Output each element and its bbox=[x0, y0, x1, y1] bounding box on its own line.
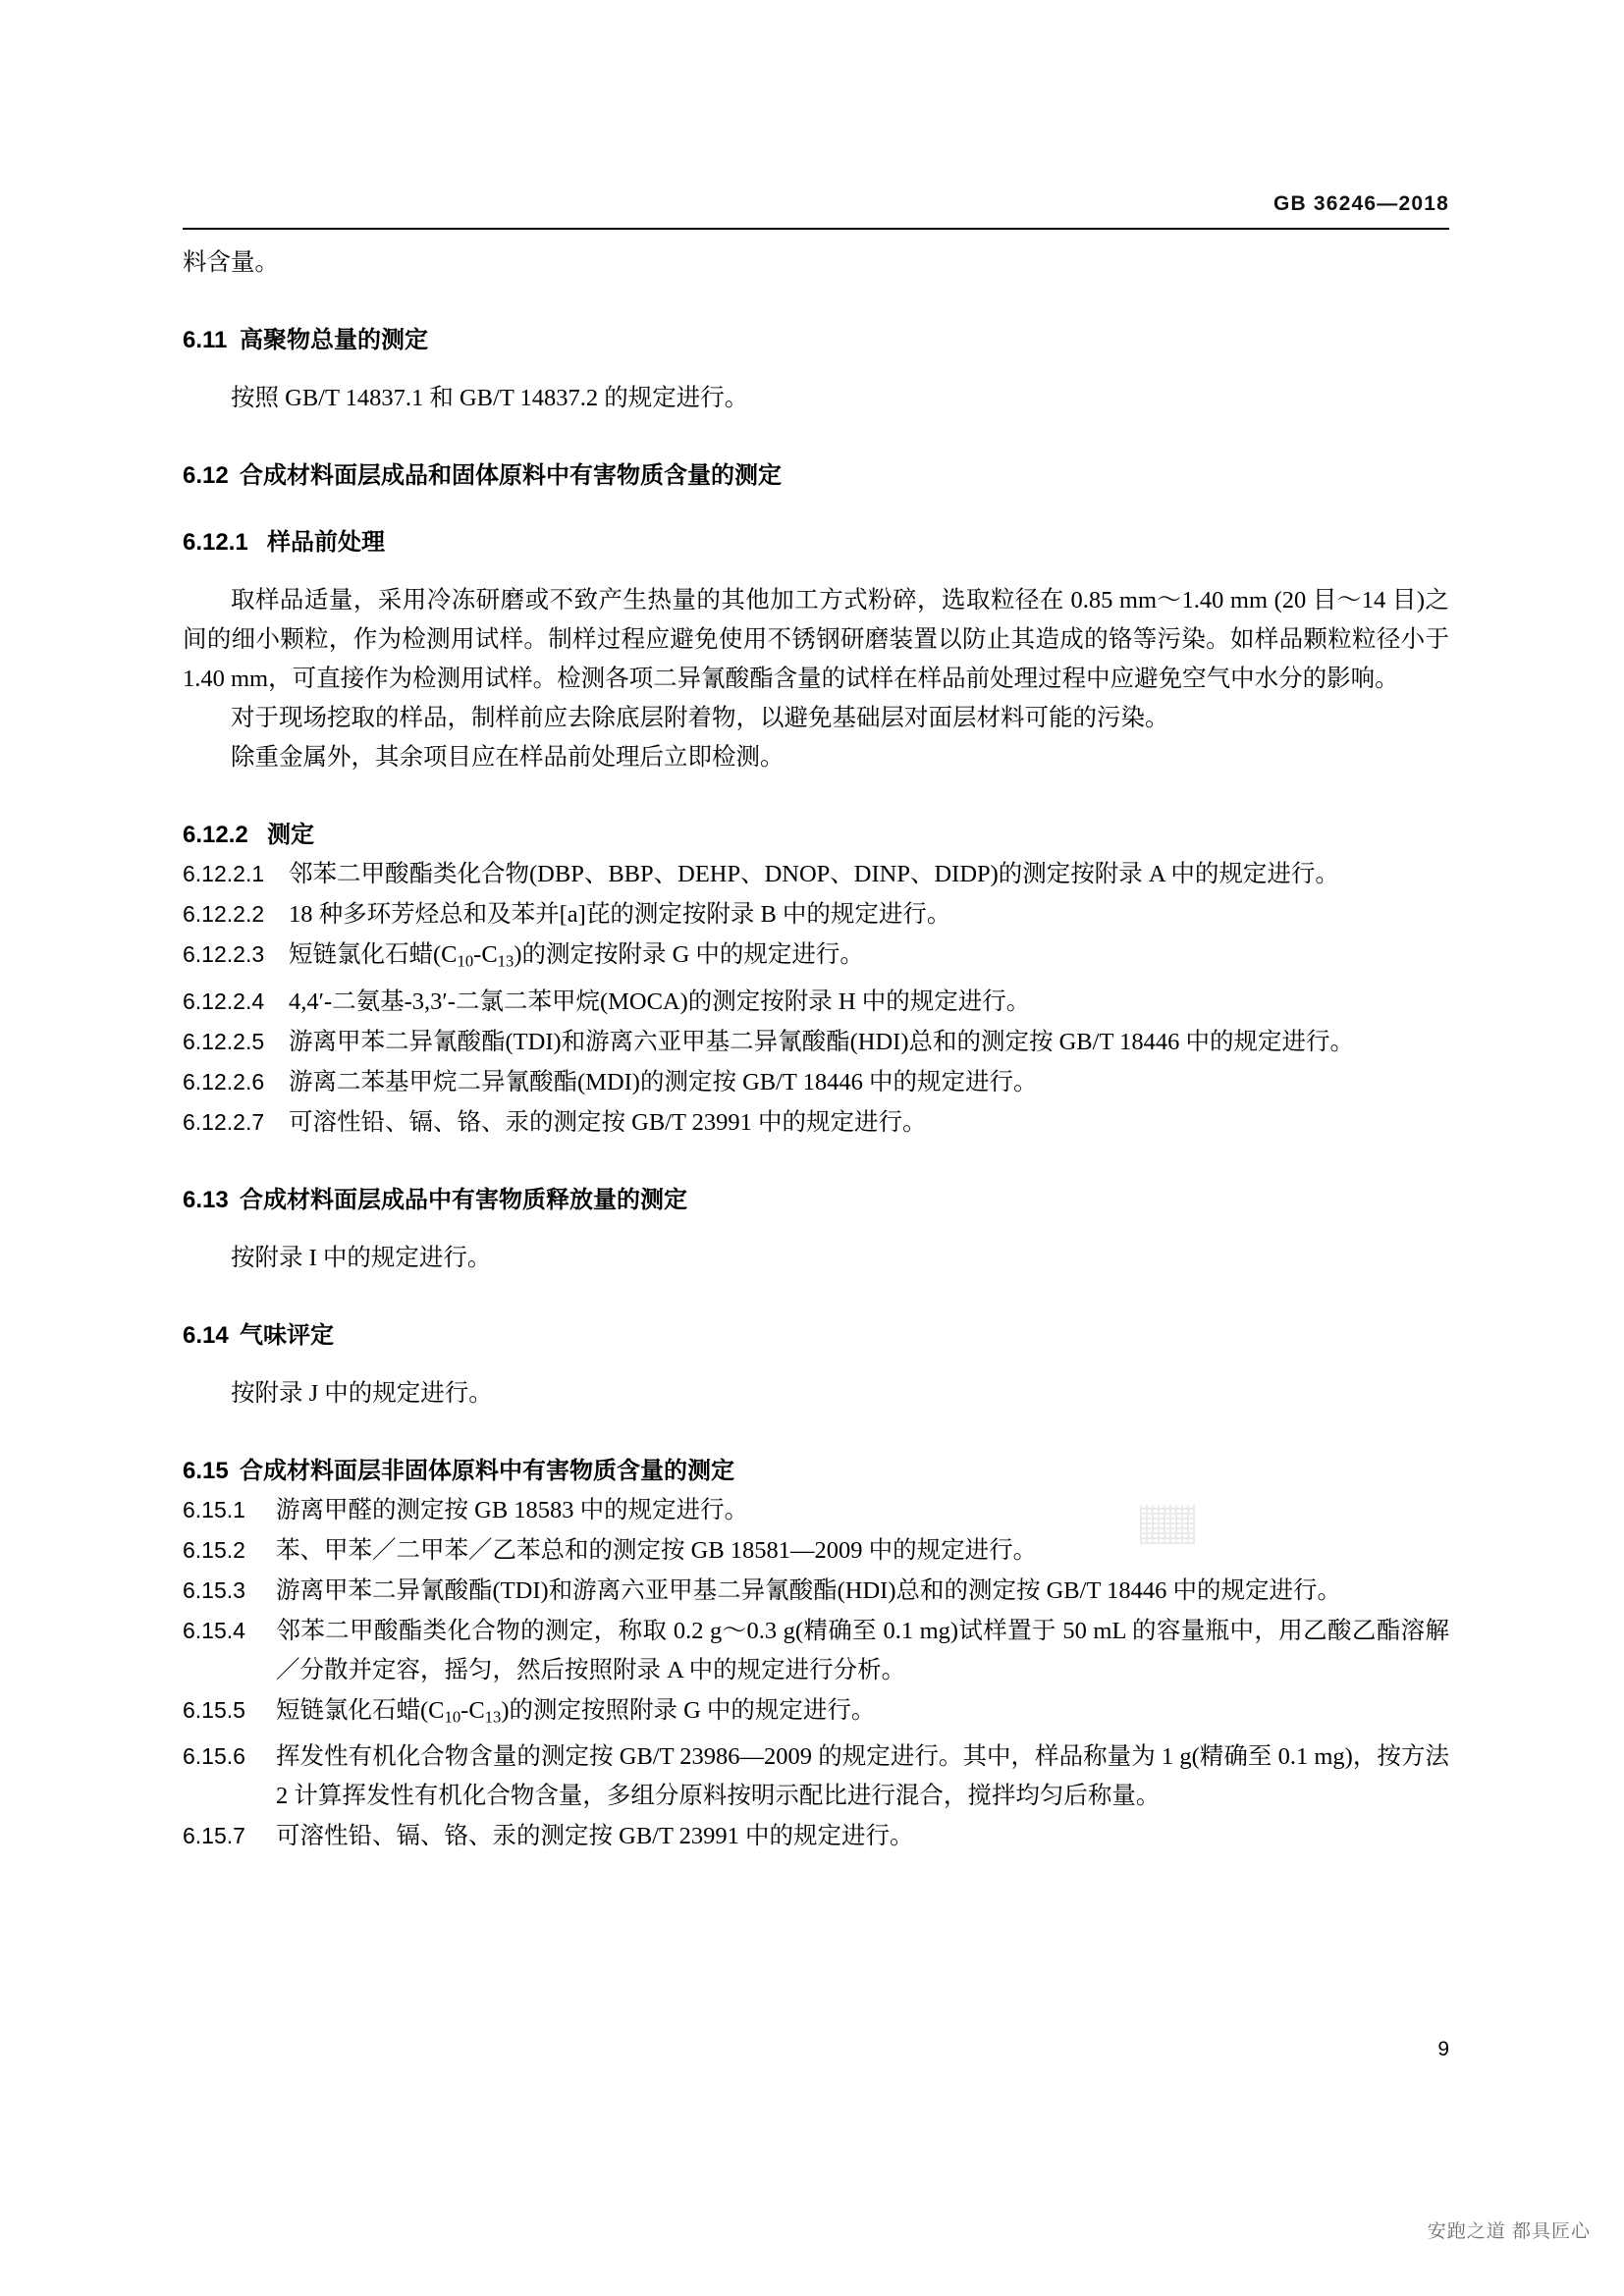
paragraph-6-12-1-2: 对于现场挖取的样品，制样前应去除底层附着物，以避免基础层对面层材料可能的污染。 bbox=[231, 705, 1169, 731]
clause-text: 18 种多环芳烃总和及苯并[a]芘的测定按附录 B 中的规定进行。 bbox=[289, 901, 951, 928]
section-title: 测定 bbox=[267, 822, 314, 848]
section-title: 气味评定 bbox=[240, 1321, 334, 1349]
standard-code-header: GB 36246—2018 bbox=[1272, 192, 1449, 215]
clause-label: 6.15.6 bbox=[183, 1743, 245, 1770]
section-number: 6.12 bbox=[183, 462, 229, 489]
clause-label: 6.12.2.3 bbox=[183, 941, 265, 967]
clause-6-12-2-6 bbox=[183, 1062, 1449, 1102]
header-rule bbox=[183, 228, 1449, 230]
section-heading-6-12-1 bbox=[183, 524, 1449, 561]
clause-label: 6.15.3 bbox=[183, 1576, 245, 1603]
clause-label: 6.15.2 bbox=[183, 1536, 245, 1563]
section-number: 6.12.1 bbox=[183, 529, 248, 556]
clause-6-12-2-3 bbox=[183, 934, 1449, 982]
clause-label: 6.12.2.5 bbox=[183, 1028, 265, 1054]
section-title: 合成材料面层成品和固体原料中有害物质含量的测定 bbox=[240, 462, 782, 489]
clause-label: 6.12.2.7 bbox=[183, 1108, 265, 1135]
section-number: 6.12.2 bbox=[183, 822, 248, 848]
footer-brand-mark: 安跑之道 都具匠心 bbox=[1427, 2221, 1591, 2242]
section-title: 高聚物总量的测定 bbox=[240, 327, 428, 353]
clause-text: 挥发性有机化合物含量的测定按 GB/T 23986—2009 的规定进行。其中，样品称量为 1 g(精确至 0.1 mg)，按方法 2 计算挥发性有机化合物含量，多组分原料按明示配比进行混合，搅拌均匀后称量。 bbox=[276, 1743, 1449, 1810]
page-number: 9 bbox=[1437, 2038, 1449, 2060]
section-title: 合成材料面层成品中有害物质释放量的测定 bbox=[240, 1186, 687, 1213]
clause-label: 6.15.4 bbox=[183, 1617, 245, 1643]
section-heading-6-15 bbox=[183, 1453, 1449, 1490]
clause-6-15-7 bbox=[183, 1816, 1449, 1856]
clause-text: 游离二苯基甲烷二异氰酸酯(MDI)的测定按 GB/T 18446 中的规定进行。 bbox=[289, 1068, 1038, 1095]
section-heading-6-14 bbox=[183, 1317, 1449, 1355]
section-number: 6.15 bbox=[183, 1457, 229, 1484]
clause-6-15-1 bbox=[183, 1490, 1449, 1530]
clause-text: 4,4′-二氨基-3,3′-二氯二苯甲烷(MOCA)的测定按附录 H 中的规定进行。 bbox=[289, 988, 1031, 1015]
clause-label: 6.12.2.2 bbox=[183, 901, 265, 927]
paragraph-6-12-1-3: 除重金属外，其余项目应在样品前处理后立即检测。 bbox=[231, 744, 785, 771]
paragraph-6-13-1: 按附录 I 中的规定进行。 bbox=[231, 1244, 492, 1271]
clause-label: 6.15.7 bbox=[183, 1823, 245, 1849]
carryover-text: 料含量。 bbox=[183, 249, 279, 276]
section-title: 样品前处理 bbox=[267, 529, 385, 556]
clause-6-12-2-1 bbox=[183, 854, 1449, 894]
clause-text: 苯、甲苯／二甲苯／乙苯总和的测定按 GB 18581—2009 中的规定进行。 bbox=[276, 1536, 1038, 1564]
clause-text: 游离甲苯二异氰酸酯(TDI)和游离六亚甲基二异氰酸酯(HDI)总和的测定按 GB/T 18446 中的规定进行。 bbox=[276, 1576, 1341, 1604]
clause-label: 6.15.5 bbox=[183, 1696, 245, 1723]
clause-6-12-2-7 bbox=[183, 1102, 1449, 1143]
clause-text: 邻苯二甲酸酯类化合物(DBP、BBP、DEHP、DNOP、DINP、DIDP)的测定按附录 A 中的规定进行。 bbox=[289, 861, 1339, 887]
clause-text: 短链氯化石蜡$(C_{10}-C_{13})$的测定按附录 G 中的规定进行。 bbox=[289, 941, 864, 971]
section-heading-6-12 bbox=[183, 457, 1449, 495]
clause-6-12-2-4 bbox=[183, 982, 1449, 1022]
page-content bbox=[183, 0, 1449, 2296]
clause-6-15-4 bbox=[183, 1611, 1449, 1690]
section-heading-6-12-2 bbox=[183, 817, 1449, 854]
section-heading-6-11 bbox=[183, 322, 1449, 359]
clause-6-15-2 bbox=[183, 1530, 1449, 1571]
clause-text: 短链氯化石蜡$(C_{10}-C_{13})$的测定按照附录 G 中的规定进行。 bbox=[276, 1696, 876, 1727]
paragraph-6-11-1: 按照 GB/T 14837.1 和 GB/T 14837.2 的规定进行。 bbox=[231, 385, 749, 411]
watermark-stamp bbox=[1140, 1505, 1195, 1544]
paragraph-6-12-1-1: 取样品适量，采用冷冻研磨或不致产生热量的其他加工方式粉碎，选取粒径在 0.85 mm～1.40 mm (20 目～14 目)之间的细小颗粒，作为检测用试样。制样过程应避免使用不锈钢研磨装置以防止其造成的铬等污染。如样品颗粒粒径小于 1.40 mm，可直接作为检测用试样。检测各项二异氰酸酯含量的试样在样品前处理过程中应避免空气中水分的影响。 bbox=[183, 587, 1449, 692]
section-number: 6.11 bbox=[183, 327, 228, 353]
clause-label: 6.15.1 bbox=[183, 1496, 245, 1522]
document-body bbox=[183, 243, 1449, 1856]
clause-label: 6.12.2.1 bbox=[183, 861, 265, 886]
section-title: 合成材料面层非固体原料中有害物质含量的测定 bbox=[240, 1457, 734, 1484]
clause-text: 可溶性铅、镉、铬、汞的测定按 GB/T 23991 中的规定进行。 bbox=[289, 1108, 927, 1136]
section-number: 6.13 bbox=[183, 1186, 229, 1213]
clause-6-12-2-5 bbox=[183, 1022, 1449, 1062]
clause-6-15-5 bbox=[183, 1690, 1449, 1737]
clause-label: 6.12.2.6 bbox=[183, 1068, 265, 1095]
clause-text: 游离甲苯二异氰酸酯(TDI)和游离六亚甲基二异氰酸酯(HDI)总和的测定按 GB/T 18446 中的规定进行。 bbox=[289, 1028, 1354, 1055]
clause-text: 可溶性铅、镉、铬、汞的测定按 GB/T 23991 中的规定进行。 bbox=[276, 1823, 914, 1850]
clause-label: 6.12.2.4 bbox=[183, 988, 265, 1014]
clause-6-15-3 bbox=[183, 1571, 1449, 1611]
clause-6-15-6 bbox=[183, 1736, 1449, 1816]
section-number: 6.14 bbox=[183, 1321, 229, 1349]
section-heading-6-13 bbox=[183, 1182, 1449, 1219]
clause-text: 邻苯二甲酸酯类化合物的测定，称取 0.2 g～0.3 g(精确至 0.1 mg)试样置于 50 mL 的容量瓶中，用乙酸乙酯溶解／分散并定容，摇匀，然后按照附录 A 中的规定进行分析。 bbox=[276, 1617, 1449, 1683]
clause-text: 游离甲醛的测定按 GB 18583 中的规定进行。 bbox=[276, 1496, 749, 1523]
paragraph-6-14-1: 按附录 J 中的规定进行。 bbox=[231, 1379, 493, 1407]
clause-6-12-2-2 bbox=[183, 894, 1449, 934]
